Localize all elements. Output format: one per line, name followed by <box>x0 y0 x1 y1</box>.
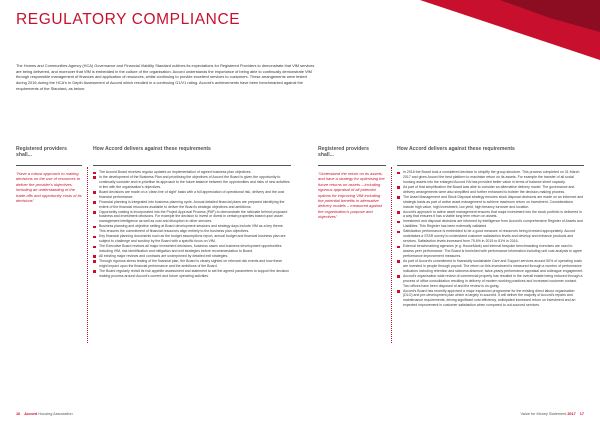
left-requirement-quote <box>16 171 82 203</box>
left-delivery-list <box>93 170 291 279</box>
left-page-number: 16 <box>16 412 21 416</box>
corner-banner <box>300 0 600 60</box>
list-item: All existing major reviews and contracts are underpinned by detailed exit strategies. <box>93 254 291 259</box>
list-item: As part of that simplification the Board was able to consider an alternative delivery model. The governance and delivery arrangements were also simplified and further enhanced to bolster the decision-making process. <box>397 185 584 195</box>
list-item: The Board regularly revisit its risk appetite assessment and statement to set the agreed parameters to support the decision making process around Accord's current and future operating activities. <box>93 269 291 279</box>
footer-doc-title: Value for Money Statement <box>520 412 567 416</box>
left-header-providers: Registered providers shall... <box>16 146 67 158</box>
left-footer <box>16 412 73 417</box>
list-item: Investment and disposal decisions are informed by intelligence from Accord's comprehensive Register of Assets and Liabilities. This Register has been externally validated. <box>397 219 584 229</box>
list-item: Accord's organisation wide review of commercial property has resulted in the overall estate being reduced through a process of office consolidation resulting in delivery of modern working practices and increased customer contact. Two offices have been disposed of and the review is on-going. <box>397 274 584 289</box>
list-item: Accord's approach to active asset management ensures that major investment into the stock portfolio is delivered in a way that ensures it has a viable long term return on assets. <box>397 210 584 220</box>
footer-year: 2017 <box>567 412 576 416</box>
right-quote-text: "Understand the return on its assets, and have a strategy for optimising the future returns on assets – including rigorous appraisal of all potential options for improving VfM including the potential benefits in alternative delivery models – measured against the organisation's purpose and objectives" <box>318 171 385 220</box>
list-item: External benchmarking agencies (e.g. HouseMark) and internal bespoke benchmarking exercises are used to assess peer performance. The Board is furnished with performance information including unit cost analysis to agree performance improvement measures. <box>397 244 584 259</box>
right-delivery-list <box>397 170 584 308</box>
left-divider <box>87 167 88 343</box>
right-divider <box>391 167 392 343</box>
intro-paragraph: The Homes and Communities Agency (HCA) Governance and Financial Viability Standard outlines its expectations for Registered Providers to demonstrate that VfM services are being delivered, and moreover that VfM is embedded in the culture of the organisation. Accord understands the importance of being able to continually demonstrate VfM through responsible management of finances and application of resources, whilst continuing to provide excellent services to customers. These arrangements were tested during 2016 during the HCA's In Depth Assessment of Accord which resulted in a continuing G1/V1 rating. Accord's achievements have been benchmarked against the requirements of the Standard, as below: <box>16 63 315 91</box>
list-item: Business planning and objective setting at Board development sessions and strategy days include VfM as a key theme. This ensures the commitment of financial resources align entirely to the business plan objectives. <box>93 224 291 234</box>
list-item: Accord's Board has recently approved a major expansion programme for the existing direct labour organisation (DLO) and pre-development plan which is largely in-sourced. It will deliver the majority of Accord's repairs and maintenance requirements, driving significant cost efficiency, anticipated increased return on investment and an expected improvement in customer satisfaction when compared to out-sourced services. <box>397 289 584 309</box>
right-requirement-quote <box>318 171 386 220</box>
page-title: REGULATORY COMPLIANCE <box>16 11 241 28</box>
left-header-rule-1 <box>16 165 82 166</box>
list-item: Board decisions are made on a 'clean line of sight' basis with a full appreciation of operational risk, delivery and the cost financial performance. <box>93 190 291 200</box>
list-item: Satisfaction performance is embedded to be a good measure of resources being invested appropriately. Accord undertakes a STAR survey to understand customer satisfaction levels and develop and enhance products and services. Satisfaction levels increased from 75.6% in 2015 to 81% in 2016. <box>397 229 584 244</box>
left-header-rule-2 <box>93 165 291 166</box>
right-header-rule-1 <box>318 165 386 166</box>
intro-text <box>16 63 316 92</box>
right-header-rule-2 <box>397 165 584 166</box>
list-item: Opportunity costing is incorporated into the Project Approval Process (PAP) to demonstrate the rationale behind proposed business and investment decisions. For example the decision to invest or divest in certain properties based upon asset management intelligence as well as cost and disruption to other services. <box>93 210 291 225</box>
left-header-delivery: How Accord delivers against these requirements <box>93 146 211 152</box>
left-quote-text: "Have a robust approach to making decisions on the use of resources to deliver the provider's objectives, including an understanding of the trade-offs and opportunity costs of its decisions" <box>16 171 82 204</box>
list-item: In 2016 the Board took a considered decision to simplify the group structure. This process completed on 31 March 2017 and gives Accord the best platform to maximise return on its assets. For example the transfer of all social housing assets into the enlarged Accord HA has provided better value in terms of balance sheet capacity. <box>397 170 584 185</box>
right-footer <box>521 412 584 417</box>
list-item: As part of Accord's commitment to financially sustainable Care and Support services around 50% of operating costs are invested in people through payroll. The return on this investment is measured through a number of performance indicators including retention and sickness absence, twice-yearly performance appraisal and colleague engagement. <box>397 259 584 274</box>
list-item: Financial planning is integrated into business planning cycle. Annual detailed financial plans are prepared identifying the extent of the financial resources available to deliver the Board's strategic objectives and ambitions. <box>93 200 291 210</box>
list-item: The Asset Management and Stock Disposal strategy ensures stock disposal decisions are made on an informed and strategic basis as part of active asset management to achieve maximum return on investment. Considerations include high value, high investment, low yield, high tenancy turnover and location. <box>397 195 584 210</box>
list-item: Key financial planning documents such as the budget assumptions report, annual budget and financial business plan are subject to challenge and scrutiny by the Board with a specific focus on VfM. <box>93 234 291 244</box>
right-header-delivery: How Accord delivers against these requirements <box>397 146 515 152</box>
right-page-number: 17 <box>579 412 584 416</box>
footer-brand: Accord <box>24 412 38 416</box>
footer-org: Housing Association <box>38 412 73 416</box>
right-header-providers: Registered providers shall... <box>318 146 369 158</box>
list-item: The Accord Board receives regular updates on implementation of agreed business plan objectives. <box>93 170 291 175</box>
list-item: The Executive Board reviews all major investment decisions, business cases and business development opportunities including VfM, risk identification and mitigation and exit strategies before recommendation to Board. <box>93 244 291 254</box>
list-item: In the development of the Business Plan and prioritising the objectives of Accord the Board is given the opportunity to continually consider and re-prioritise its approach to the future balance between the opportunities and risks of new activities in line with the organisation's objectives. <box>93 175 291 190</box>
list-item: Through rigorous stress testing of the financial plan, the Board is clearly sighted on relevant risk events and how these might impact upon the financial performance and the ambitions of the Board. <box>93 259 291 269</box>
